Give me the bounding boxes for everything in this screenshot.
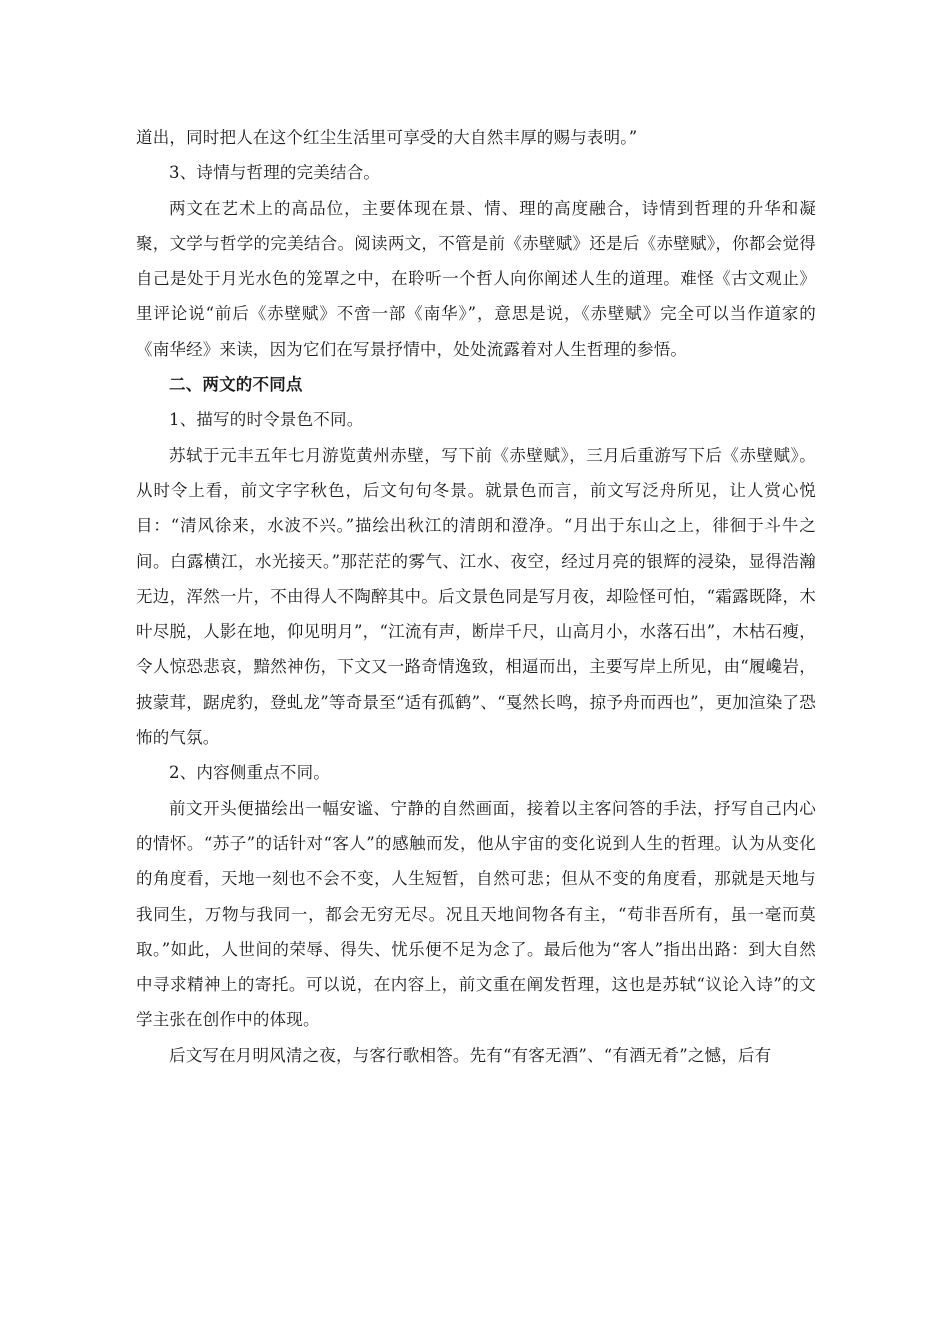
- subheading-content-focus: 2、内容侧重点不同。: [169, 763, 330, 783]
- paragraph-season-scenery: 苏轼于元丰五年七月游览黄州赤壁，写下前《赤壁赋》，三月后重游写下后《赤壁赋》。从时令上看，前文字字秋色，后文句句冬景。就景色而言，前文写泛舟所见，让人赏心悦目：“清风徐来，水波不兴。”描绘出秋江的清朗和澄净。“月出于东山之上，徘徊于斗牛之间。白露横江，水光接天。”那茫茫的雾气、江水、夜空，经过月亮的银辉的浸染，显得浩瀚无边，浑然一片，不由得人不陶醉其中。后文景色同是写月夜，却险怪可怕，“霜露既降，木叶尽脱，人影在地，仰见明月”，“江流有声，断岸千尺，山高月小，水落石出”，木枯石瘦，令人惊恐悲哀，黯然神伤，下文又一路奇情逸致，相逼而出，主要写岸上所见，由“履巉岩，披蒙茸，踞虎豹，登虬龙”等奇景至“适有孤鹤”、“戛然长鸣，掠予舟而西也”，更加渲染了恐怖的气氛。: [136, 445, 816, 748]
- paragraph-artistic-quality: 两文在艺术上的高品位，主要体现在景、情、理的高度融合，诗情到哲理的升华和凝聚，文学与哲学的完美结合。阅读两文，不管是前《赤壁赋》还是后《赤壁赋》，你都会觉得自己是处于月光水色的笼罩之中，在聆听一个哲人向你阐述人生的道理。难怪《古文观止》里评论说“前后《赤壁赋》不啻一部《南华》”，意思是说，《赤壁赋》完全可以当作道家的《南华经》来读，因为它们在写景抒情中，处处流露着对人生哲理的参悟。: [136, 198, 816, 359]
- paragraph-continuation: 道出，同时把人在这个红尘生活里可享受的大自然丰厚的赐与表明。”: [136, 128, 638, 147]
- section-heading-differences: 二、两文的不同点: [169, 375, 303, 395]
- paragraph-content-focus: 前文开头便描绘出一幅安谧、宁静的自然画面，接着以主客问答的手法，抒写自己内心的情怀。“苏子”的话针对“客人”的感触而发，他从宇宙的变化说到人生的哲理。认为从变化的角度看，天地一刻也不会不变，人生短暂，自然可悲；但从不变的角度看，那就是天地与我同生，万物与我同一，都会无穷无尽。况且天地间物各有主，“苟非吾所有，虽一毫而莫取。”如此，人世间的荣辱、得失、忧乐便不足为念了。最后他为“客人”指出出路：到大自然中寻求精神上的寄托。可以说，在内容上，前文重在阐发哲理，这也是苏轼“议论入诗”的文学主张在创作中的体现。: [136, 798, 816, 1030]
- document-body: [136, 120, 816, 1073]
- paragraph-later-essay: 后文写在月明风清之夜，与客行歌相答。先有“有客无酒”、“有酒无肴”之憾，后有: [169, 1045, 772, 1065]
- subheading-poetry-philosophy: 3、诗情与哲理的完美结合。: [169, 163, 381, 183]
- subheading-season-scenery: 1、描写的时令景色不同。: [169, 410, 364, 430]
